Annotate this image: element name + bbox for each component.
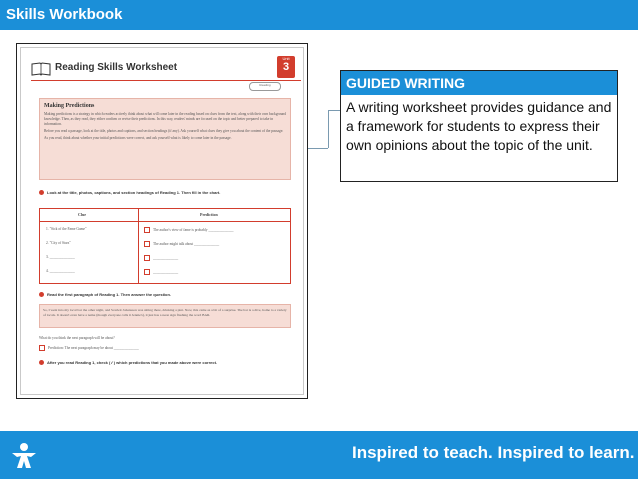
clue-prediction-chart — [39, 208, 291, 284]
prediction-text: The author's view of fame is probably ______________ — [153, 227, 234, 232]
worksheet-header — [31, 56, 301, 87]
callout-connector — [328, 110, 340, 111]
bullet-icon — [39, 190, 44, 195]
prediction-text: ______________ — [153, 269, 179, 274]
worksheet-page — [20, 47, 304, 395]
callout-connector — [328, 110, 329, 148]
chart-clue-cell: 2. "City of Stars" — [46, 241, 71, 245]
chart-prediction-cell — [144, 269, 178, 275]
chart-clue-cell: 4. ______________ — [46, 269, 75, 273]
chart-clue-cell: 3. ______________ — [46, 255, 75, 259]
box-paragraph: Making predictions is a strategy in which readers actively think about what will come later in the reading based on clues from the text, along with their own background knowledge. Then, as they read, they either confirm or revise their predictions. In this way, readers' minds are focused on the topic and better prepared to take in information. — [44, 112, 287, 126]
bullet-icon — [39, 292, 44, 297]
footer-bar — [0, 431, 638, 479]
instruction-2 — [39, 292, 289, 297]
book-icon — [31, 62, 51, 76]
prediction-text: The author might talk about ______________ — [153, 241, 220, 246]
box-heading: Making Predictions — [44, 103, 95, 109]
page-title: Skills Workbook — [6, 6, 123, 23]
title-rule — [31, 80, 301, 81]
prediction-text: ______________ — [153, 255, 179, 260]
callout-heading: GUIDED WRITING — [341, 71, 617, 95]
checkbox[interactable] — [144, 227, 150, 233]
callout-connector — [308, 148, 328, 149]
prediction-line-text: Prediction: The next paragraph may be about ______________ — [48, 345, 139, 350]
box-paragraph: As you read, think about whether your initial predictions were correct, and ask yourself what is likely to come later in the passage. — [44, 136, 232, 140]
chart-prediction-cell — [144, 241, 219, 247]
checkbox[interactable] — [144, 255, 150, 261]
guided-writing-callout — [340, 70, 618, 182]
chart-prediction-cell — [144, 255, 178, 261]
instruction-3 — [39, 360, 289, 365]
question-text: What do you think the next paragraph will be about? — [39, 336, 115, 340]
footer-tagline: Inspired to teach. Inspired to learn. — [352, 443, 635, 462]
instruction-text: After you read Reading 1, check (✓) which predictions that you made above were correct. — [47, 360, 218, 365]
chart-column-divider — [138, 209, 139, 283]
instruction-text: Read the first paragraph of Reading 1. Then answer the question. — [47, 292, 172, 297]
checkbox[interactable] — [144, 241, 150, 247]
unit-number: 3 — [282, 61, 290, 73]
reading-pill: Reading — [249, 82, 281, 91]
worksheet-preview — [16, 43, 308, 399]
checkbox[interactable] — [39, 345, 45, 351]
chart-prediction-cell — [144, 227, 234, 233]
unit-badge — [277, 56, 295, 78]
unit-label: Unit — [282, 56, 290, 61]
brand-logo-icon — [9, 441, 39, 471]
chart-clue-cell: 1. "Sick of the Fame Game" — [46, 227, 87, 231]
checkbox[interactable] — [144, 269, 150, 275]
excerpt-box: So, I went into my local bar the other night, and Scarlett Johansson was sitting there, drinking a pint. Now, this came as a bit of a surprise. The bar is a dive, home to a variety of locals. It doesn't even have a name (though everyone calls it Jennie's), it just has a neon sign flashing the word BAR. — [39, 304, 291, 328]
callout-body: A writing worksheet provides guidance and a framework for students to express their own opinions about the topic of the unit. — [346, 99, 612, 153]
making-predictions-box — [39, 98, 291, 180]
instruction-1 — [39, 190, 289, 195]
prediction-line — [39, 345, 139, 351]
bullet-icon — [39, 360, 44, 365]
chart-header-clue: Clue — [78, 212, 86, 217]
header-bar — [0, 0, 638, 30]
chart-header-prediction: Prediction — [200, 212, 218, 217]
worksheet-title: Reading Skills Worksheet — [55, 62, 178, 73]
box-paragraph: Before you read a passage, look at the title, photos and captions, and section headings (if any). Ask yourself what clues they give you about the content of the passage. — [44, 129, 284, 133]
instruction-text: Look at the title, photos, captions, and section headings of Reading 1. Then fill in the chart. — [47, 190, 221, 195]
